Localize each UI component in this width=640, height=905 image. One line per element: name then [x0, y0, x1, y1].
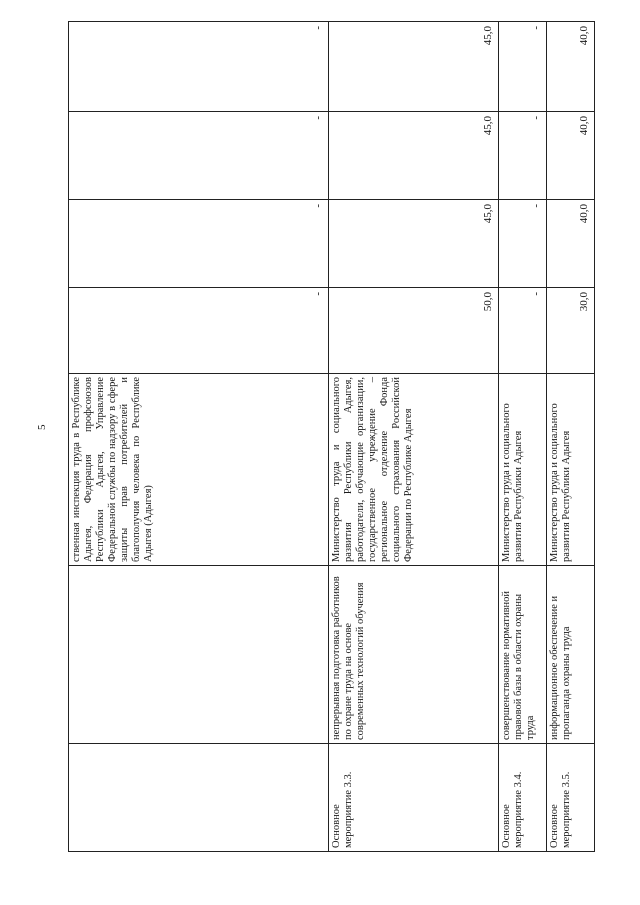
executor-cell: ственная инспекция труда в Республике Адыгея, Федерация профсоюзов Республики Адыгея, Управление Федеральной службы по надзору в сфере защиты прав потребителей и благополучия человека по Республике Адыгея (Адыгея) — [69, 374, 329, 566]
activity-name-cell — [69, 566, 329, 744]
value-cell: - — [69, 288, 329, 374]
activity-name-cell: непрерывная подготовка работников по охране труда на основе современных технологий обучения — [329, 566, 499, 744]
table-row — [69, 22, 329, 852]
value-cell: 45,0 — [329, 22, 499, 112]
value-cell: - — [69, 200, 329, 288]
value-cell: 40,0 — [547, 200, 595, 288]
executor-cell: Министерство труда и социального развития Республики Адыгея, работодатели, обучающие организации, государственное учреждение – региональное отделение Фонда социального страхования Российской Федерации по Республике Адыгея — [329, 374, 499, 566]
value-cell: - — [499, 288, 547, 374]
value-cell: 50,0 — [329, 288, 499, 374]
activity-name-cell: совершенствование нормативной правовой базы в области охраны труда — [499, 566, 547, 744]
table-row — [499, 22, 547, 852]
value-cell: - — [499, 22, 547, 112]
table-row — [329, 22, 499, 852]
activity-number-cell: Основное мероприятие 3.5. — [547, 744, 595, 852]
page-number: 5 — [36, 424, 48, 430]
value-cell: - — [499, 112, 547, 200]
table-row — [547, 22, 595, 852]
value-cell: - — [69, 112, 329, 200]
value-cell: 40,0 — [547, 112, 595, 200]
executor-cell: Министерство труда и социального развития Республики Адыгея — [547, 374, 595, 566]
value-cell: - — [69, 22, 329, 112]
value-cell: 40,0 — [547, 22, 595, 112]
value-cell: 45,0 — [329, 112, 499, 200]
activity-name-cell: информационное обеспечение и пропаганда охраны труда — [547, 566, 595, 744]
activity-number-cell: Основное мероприятие 3.3. — [329, 744, 499, 852]
value-cell: 30,0 — [547, 288, 595, 374]
program-activities-table — [68, 21, 595, 852]
activity-number-cell — [69, 744, 329, 852]
activity-number-cell: Основное мероприятие 3.4. — [499, 744, 547, 852]
executor-cell: Министерство труда и социального развития Республики Адыгея — [499, 374, 547, 566]
value-cell: 45,0 — [329, 200, 499, 288]
program-table-container — [68, 22, 591, 852]
value-cell: - — [499, 200, 547, 288]
